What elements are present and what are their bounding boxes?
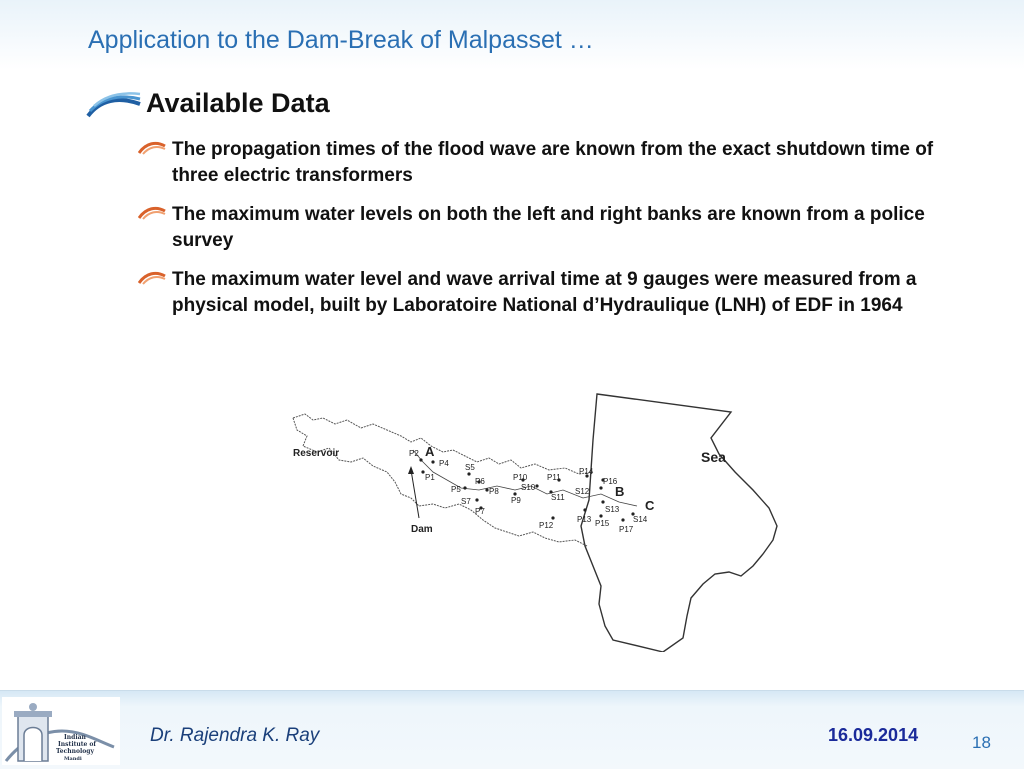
bullet-item [138, 267, 958, 319]
sea-label: Sea [701, 449, 726, 465]
gauge-label: S12 [575, 487, 590, 496]
gauge-points [409, 449, 648, 534]
logo-text: Technology [56, 748, 94, 755]
gauge-label: P4 [439, 459, 449, 468]
gauge-dot [599, 514, 602, 517]
gauge-label: P9 [511, 496, 521, 505]
dam-arrow [411, 470, 419, 518]
reservoir-label: Reservoir [293, 448, 340, 459]
sea-outline [581, 394, 777, 652]
gauge-label: P6 [475, 477, 485, 486]
gauge-dot [621, 518, 624, 521]
dam-arrow-head [408, 466, 414, 474]
dam-label: Dam [411, 524, 433, 535]
gauge-dot [551, 516, 554, 519]
logo-text: Indian [64, 734, 86, 741]
bullet-list [138, 137, 958, 332]
bullet-text: The propagation times of the flood wave are known from the exact shutdown time of three electric transformers [172, 139, 934, 186]
logo-icon [2, 697, 120, 765]
gauge-label: P1 [425, 473, 435, 482]
gauge-label: S5 [465, 463, 475, 472]
logo-text: Mandi [64, 756, 82, 762]
gauge-label: P17 [619, 525, 634, 534]
map-svg [283, 390, 803, 652]
wave-bullet-icon [138, 141, 166, 155]
gauge-label: P5 [451, 485, 461, 494]
gauge-dot [535, 484, 538, 487]
gauge-label: P13 [577, 515, 592, 524]
gauge-dot [431, 460, 434, 463]
gauge-label: P10 [513, 473, 528, 482]
wave-bullet-icon [138, 206, 166, 220]
gauge-label: P8 [489, 487, 499, 496]
point-c-label: C [645, 498, 655, 513]
bullet-item [138, 202, 958, 254]
page-number: 18 [972, 733, 991, 752]
bullet-text: The maximum water levels on both the left and right banks are known from a police survey [172, 204, 925, 251]
heading-text: Available Data [146, 88, 330, 118]
author-name: Dr. Rajendra K. Ray [150, 725, 320, 746]
gauge-label: P2 [409, 449, 419, 458]
logo-text: Institute of [58, 741, 96, 748]
gauge-label: P7 [475, 507, 485, 516]
gauge-label: P12 [539, 521, 554, 530]
gauge-dot [601, 500, 604, 503]
gauge-label: P14 [579, 467, 594, 476]
presentation-date: 16.09.2014 [828, 725, 919, 745]
gauge-label: S7 [461, 497, 471, 506]
gauge-label: P16 [603, 477, 618, 486]
gauge-dot [599, 486, 602, 489]
gauge-dot [419, 458, 422, 461]
gauge-dot [475, 498, 478, 501]
bullet-text: The maximum water level and wave arrival time at 9 gauges were measured from a physical model, built by Laboratoire National d’Hydraulique (LNH) of EDF in 1964 [172, 269, 917, 316]
gauge-dot [583, 508, 586, 511]
wave-icon [86, 90, 142, 120]
gauge-dot [463, 486, 466, 489]
gauge-label: P15 [595, 519, 610, 528]
gauge-label: P11 [547, 473, 561, 482]
gauge-label: S14 [633, 515, 648, 524]
bullet-item [138, 137, 958, 189]
gauge-label: S13 [605, 505, 620, 514]
point-a-label: A [425, 444, 435, 459]
gauge-label: S11 [551, 493, 565, 502]
gauge-label: S10 [521, 483, 536, 492]
institute-logo [2, 697, 120, 765]
slide-title: Application to the Dam-Break of Malpasset … [88, 26, 594, 54]
point-b-label: B [615, 484, 625, 499]
malpasset-map [283, 390, 803, 652]
gauge-dot [467, 472, 470, 475]
wave-bullet-icon [138, 271, 166, 285]
